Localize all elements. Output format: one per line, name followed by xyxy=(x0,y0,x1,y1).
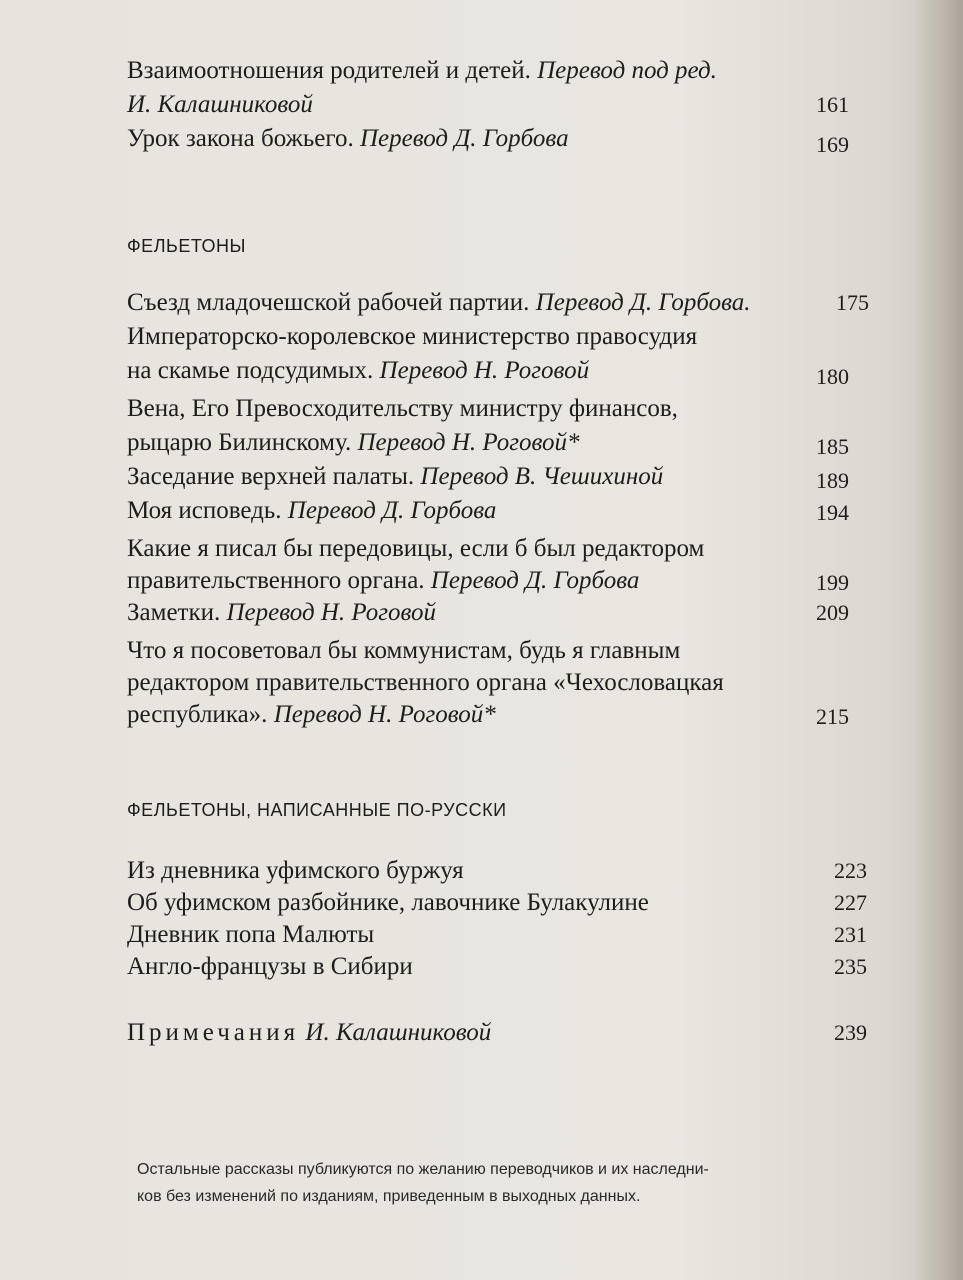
toc-line: Съезд младочешской рабочей партии. Перевод Д. Горбова. 175 xyxy=(127,289,869,316)
toc-line: Что я посоветовал бы коммунистам, будь я главным xyxy=(127,637,681,664)
page-number: 180 xyxy=(816,364,849,389)
toc-line: Заметки. Перевод Н. Роговой 209 xyxy=(127,599,849,626)
page-number: 223 xyxy=(834,858,867,883)
page-number: 227 xyxy=(834,890,867,915)
toc-line: правительственного органа. Перевод Д. Горбова 199 xyxy=(127,566,907,596)
toc-line: на скамье подсудимых. Перевод Н. Роговой 180 xyxy=(127,356,907,386)
toc-line: Заседание верхней палаты. Перевод В. Чешихиной 189 xyxy=(127,462,907,492)
section-heading: ФЕЛЬЕТОНЫ xyxy=(127,236,246,256)
toc-line: Дневник попа Малюты 231 xyxy=(127,921,867,948)
toc-line: Урок закона божьего. Перевод Д. Горбова 169 xyxy=(127,124,907,154)
page-number: 239 xyxy=(834,1020,867,1045)
toc-line-notes: Примечания И. Калашниковой 239 xyxy=(127,1019,867,1046)
page-number: 215 xyxy=(816,704,849,729)
toc-line: Вена, Его Превосходительству министру финансов, xyxy=(127,395,678,422)
toc-line: Императорско-королевское министерство правосудия xyxy=(127,323,698,350)
page-number: 161 xyxy=(816,92,849,117)
page-number: 169 xyxy=(816,132,849,157)
page-number: 209 xyxy=(816,600,849,625)
toc-line: Из дневника уфимского буржуя 223 xyxy=(127,857,867,884)
toc-line: Какие я писал бы передовицы, если б был редактором xyxy=(127,535,705,562)
toc-line: Взаимоотношения родителей и детей. Перевод под ред. xyxy=(127,57,717,84)
toc-line: И. Калашниковой 161 xyxy=(127,91,849,118)
toc-line: рыцарю Билинскому. Перевод Н. Роговой* 185 xyxy=(127,428,907,458)
page-number: 231 xyxy=(834,922,867,947)
page-number: 185 xyxy=(816,434,849,459)
toc-line: республика». Перевод Н. Роговой* 215 xyxy=(127,700,907,730)
toc-line: редактором правительственного органа «Чехословацкая xyxy=(127,669,724,696)
toc-line: Англо-французы в Сибири 235 xyxy=(127,953,867,980)
page-number: 199 xyxy=(816,570,849,595)
page-number: 189 xyxy=(816,468,849,493)
toc-line: Моя исповедь. Перевод Д. Горбова 194 xyxy=(127,496,907,526)
page-number: 194 xyxy=(816,500,849,525)
toc-line: Об уфимском разбойнике, лавочнике Булакулине 227 xyxy=(127,889,867,916)
page-number: 235 xyxy=(834,954,867,979)
page-number: 175 xyxy=(836,290,869,315)
footnote: Остальные рассказы публикуются по желанию переводчиков и их наследни- ков без изменений по изданиям, приведенным в выходных данных. xyxy=(137,1161,709,1205)
section-heading: ФЕЛЬЕТОНЫ, НАПИСАННЫЕ ПО-РУССКИ xyxy=(127,800,507,820)
